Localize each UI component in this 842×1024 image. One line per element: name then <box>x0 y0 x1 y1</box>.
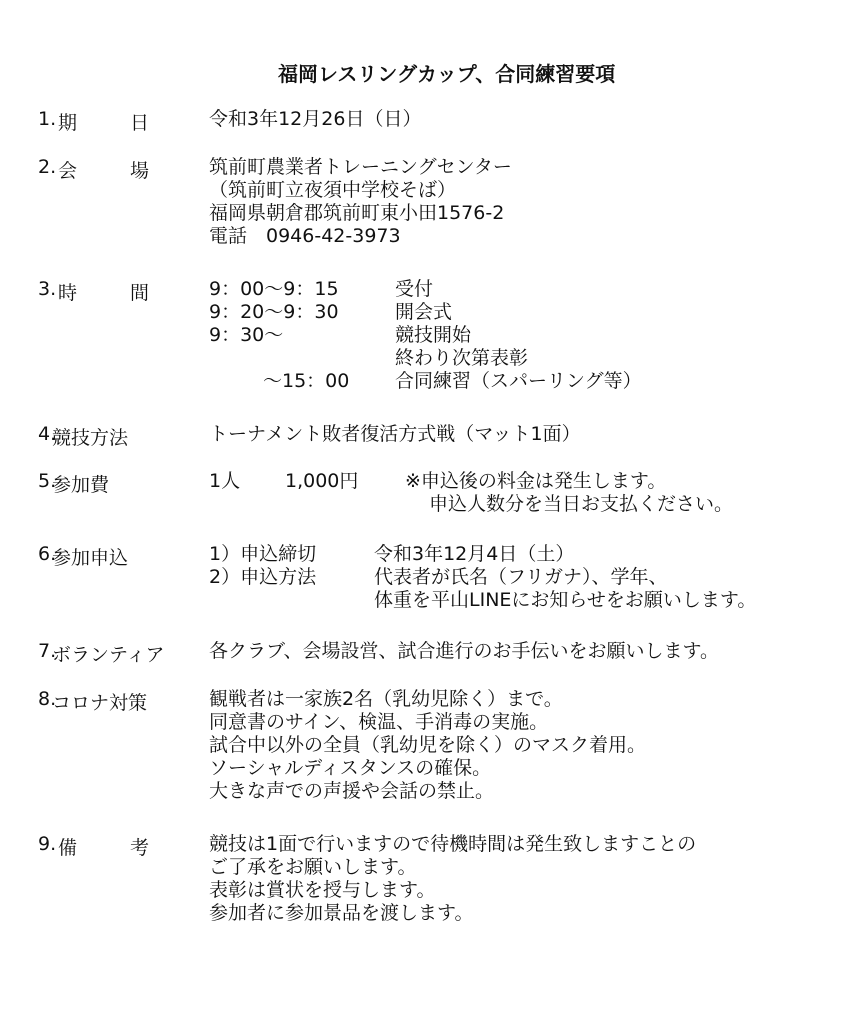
section-number: 4. <box>38 423 57 445</box>
section-number: 1. <box>38 108 57 130</box>
fee-row <box>209 470 829 493</box>
covid-measure: 大きな声での声援や会話の禁止。 <box>209 780 495 802</box>
schedule-time: 9：20〜9：30 <box>209 301 339 323</box>
section-number: 3. <box>38 278 57 300</box>
schedule-time: 〜15：00 <box>263 370 350 392</box>
section-label-char: 間 <box>130 282 150 304</box>
note-line: ご了承をお願いします。 <box>209 856 417 878</box>
application-item-value: 代表者が氏名（フリガナ）、学年、 <box>374 566 668 588</box>
note-line: 表彰は賞状を授与します。 <box>209 879 436 901</box>
schedule-desc: 競技開始 <box>395 324 472 346</box>
venue-phone: 電話 0946-42-3973 <box>209 225 401 247</box>
section-label-char: 考 <box>130 837 150 859</box>
note-line: 参加者に参加景品を渡します。 <box>209 902 474 924</box>
schedule-row <box>209 347 829 370</box>
schedule-time: 9：00〜9：15 <box>209 278 339 300</box>
section-label: 参加費 <box>52 474 110 496</box>
schedule-row <box>209 324 829 347</box>
covid-measure: ソーシャルディスタンスの確保。 <box>209 757 492 779</box>
section-label-char: 時 <box>58 282 78 304</box>
schedule-row <box>209 370 829 393</box>
schedule-desc: 開会式 <box>395 301 453 323</box>
section-label-char: 会 <box>58 160 78 182</box>
venue-address: 福岡県朝倉郡筑前町東小田1576-2 <box>209 202 505 224</box>
volunteer-value: 各クラブ、会場設営、試合進行のお手伝いをお願いします。 <box>209 640 719 662</box>
section-number: 5. <box>38 470 57 492</box>
application-row <box>209 566 829 589</box>
section-number: 2. <box>38 156 57 178</box>
schedule-row <box>209 301 829 324</box>
fee-note: ※申込後の料金は発生します。 <box>405 470 667 492</box>
section-number: 8. <box>38 688 57 710</box>
section-number: 6. <box>38 543 57 565</box>
schedule-row <box>209 278 829 301</box>
covid-measure: 観戦者は一家族2名（乳幼児除く）まで。 <box>209 688 563 710</box>
covid-measure: 試合中以外の全員（乳幼児を除く）のマスク着用。 <box>209 734 647 756</box>
schedule-time: 9：30〜 <box>209 324 284 346</box>
schedule-desc: 受付 <box>395 278 434 300</box>
section-label: 競技方法 <box>52 427 129 449</box>
application-item-label: 1）申込締切 <box>209 543 317 565</box>
covid-measure: 同意書のサイン、検温、手消毒の実施。 <box>209 711 549 733</box>
fee-row <box>209 493 829 516</box>
section-label-char: 期 <box>58 112 78 134</box>
application-row <box>209 589 829 612</box>
section-label: 参加申込 <box>52 547 129 569</box>
section-label-char: 場 <box>130 160 150 182</box>
application-item-value: 令和3年12月4日（土） <box>374 543 575 565</box>
application-row <box>209 543 829 566</box>
fee-amount: 1,000円 <box>285 470 359 492</box>
schedule-desc: 終わり次第表彰 <box>395 347 529 369</box>
application-item-value: 体重を平山LINEにお知らせをお願いします。 <box>374 589 757 611</box>
schedule-desc: 合同練習（スパーリング等） <box>395 370 642 392</box>
venue-name: 筑前町農業者トレーニングセンター <box>209 156 512 178</box>
format-value: トーナメント敗者復活方式戦（マット1面） <box>209 423 581 445</box>
section-label: コロナ対策 <box>52 692 148 714</box>
fee-note: 申込人数分を当日お支払ください。 <box>429 493 734 515</box>
fee-unit: 1人 <box>209 470 241 492</box>
date-value: 令和3年12月26日（日） <box>209 108 422 130</box>
section-number: 7. <box>38 640 57 662</box>
venue-note: （筑前町立夜須中学校そば） <box>209 179 457 201</box>
note-line: 競技は1面で行いますので待機時間は発生致しますことの <box>209 833 697 855</box>
section-number: 9. <box>38 833 57 855</box>
document-title: 福岡レスリングカップ、合同練習要項 <box>278 62 616 86</box>
application-item-label: 2）申込方法 <box>209 566 317 588</box>
section-label-char: 日 <box>130 112 150 134</box>
section-label-char: 備 <box>58 837 78 859</box>
section-label: ボランティア <box>52 644 165 666</box>
